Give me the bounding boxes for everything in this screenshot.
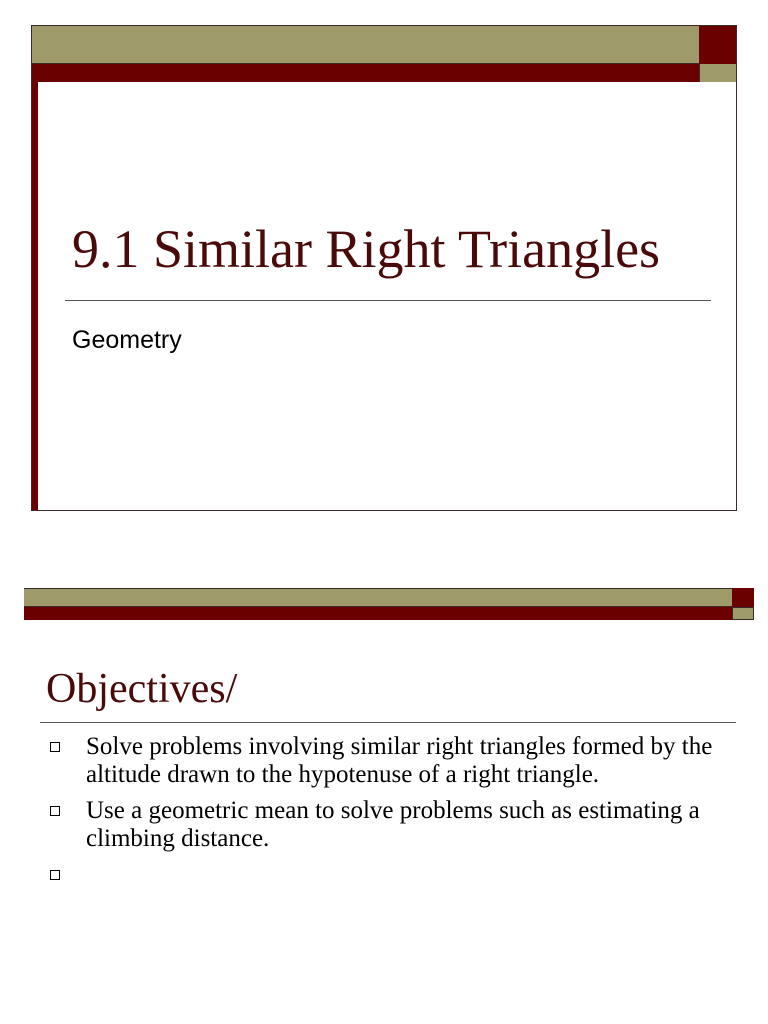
bullet-text: Solve problems involving similar right triangles formed by the altitude drawn to the hypotenuse of a right triangle. (86, 733, 713, 788)
slide-title: 9.1 Similar Right Triangles (72, 219, 661, 279)
header-square-olive (699, 64, 736, 82)
objectives-list (48, 733, 728, 897)
header-square-olive (732, 607, 754, 620)
title-divider (40, 722, 736, 723)
square-bullet-icon (50, 870, 60, 880)
header-band-maroon (24, 607, 732, 620)
header-band-olive (24, 588, 732, 607)
header-band-maroon (32, 64, 699, 82)
bullet-text: Use a geometric mean to solve problems such as estimating a climbing distance. (86, 797, 700, 852)
square-bullet-icon (50, 806, 60, 816)
list-item (48, 797, 728, 853)
header-square-maroon (732, 588, 754, 607)
list-item (48, 733, 728, 789)
slide-subtitle: Geometry (72, 326, 182, 354)
header-band-olive (32, 26, 699, 64)
title-divider (65, 300, 711, 301)
objectives-slide (24, 588, 754, 1024)
list-item (48, 861, 728, 889)
left-accent-bar (32, 82, 38, 510)
square-bullet-icon (50, 742, 60, 752)
header-square-maroon (699, 26, 736, 64)
title-slide (31, 25, 737, 511)
slide-title: Objectives/ (46, 666, 238, 712)
